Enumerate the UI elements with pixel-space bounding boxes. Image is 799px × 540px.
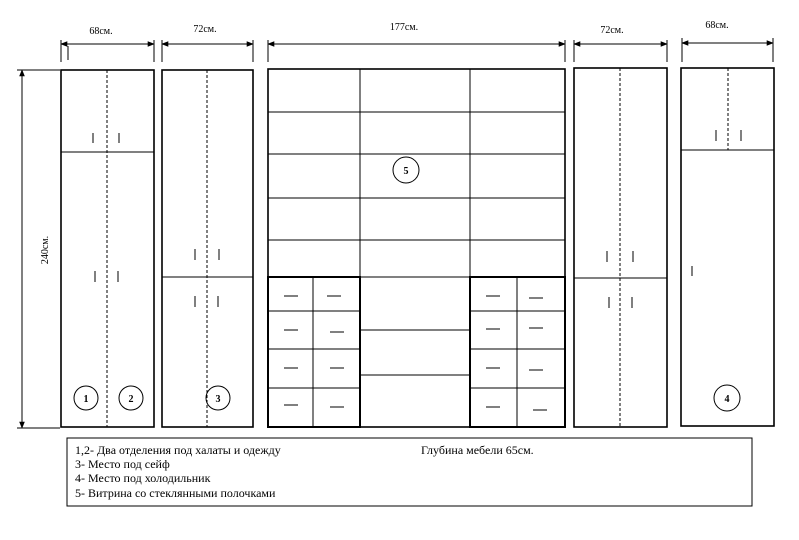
width-label-cabinet-1: 68см. <box>89 26 113 37</box>
legend-line-2: 3- Место под сейф <box>75 457 170 471</box>
wardrobe-cabinet-1-2 <box>61 70 154 427</box>
legend-line-1: 1,2- Два отделения под халаты и одежду <box>75 443 281 457</box>
width-label-cabinet-2: 72см. <box>193 24 217 35</box>
legend-box <box>67 438 752 506</box>
safe-cabinet-3 <box>162 70 253 427</box>
height-label: 240см. <box>40 235 51 265</box>
legend-line-4: 5- Витрина со стеклянными полочками <box>75 486 276 500</box>
legend-line-3: 4- Место под холодильник <box>75 471 211 485</box>
section-marker-1-label: 1 <box>83 394 89 405</box>
depth-note: Глубина мебели 65см. <box>421 443 534 457</box>
width-label-cabinet-4: 72см. <box>600 25 624 36</box>
wardrobe-cabinet-right-inner <box>574 68 667 427</box>
width-label-cabinet-5: 68см. <box>705 20 729 31</box>
section-marker-3-label: 3 <box>215 394 221 405</box>
glass-showcase-5 <box>268 69 565 427</box>
width-label-showcase: 177см. <box>389 22 419 33</box>
fridge-cabinet-4 <box>681 68 774 426</box>
section-marker-4-label: 4 <box>724 394 730 405</box>
section-marker-5-label: 5 <box>403 166 409 177</box>
section-marker-2-label: 2 <box>128 394 134 405</box>
